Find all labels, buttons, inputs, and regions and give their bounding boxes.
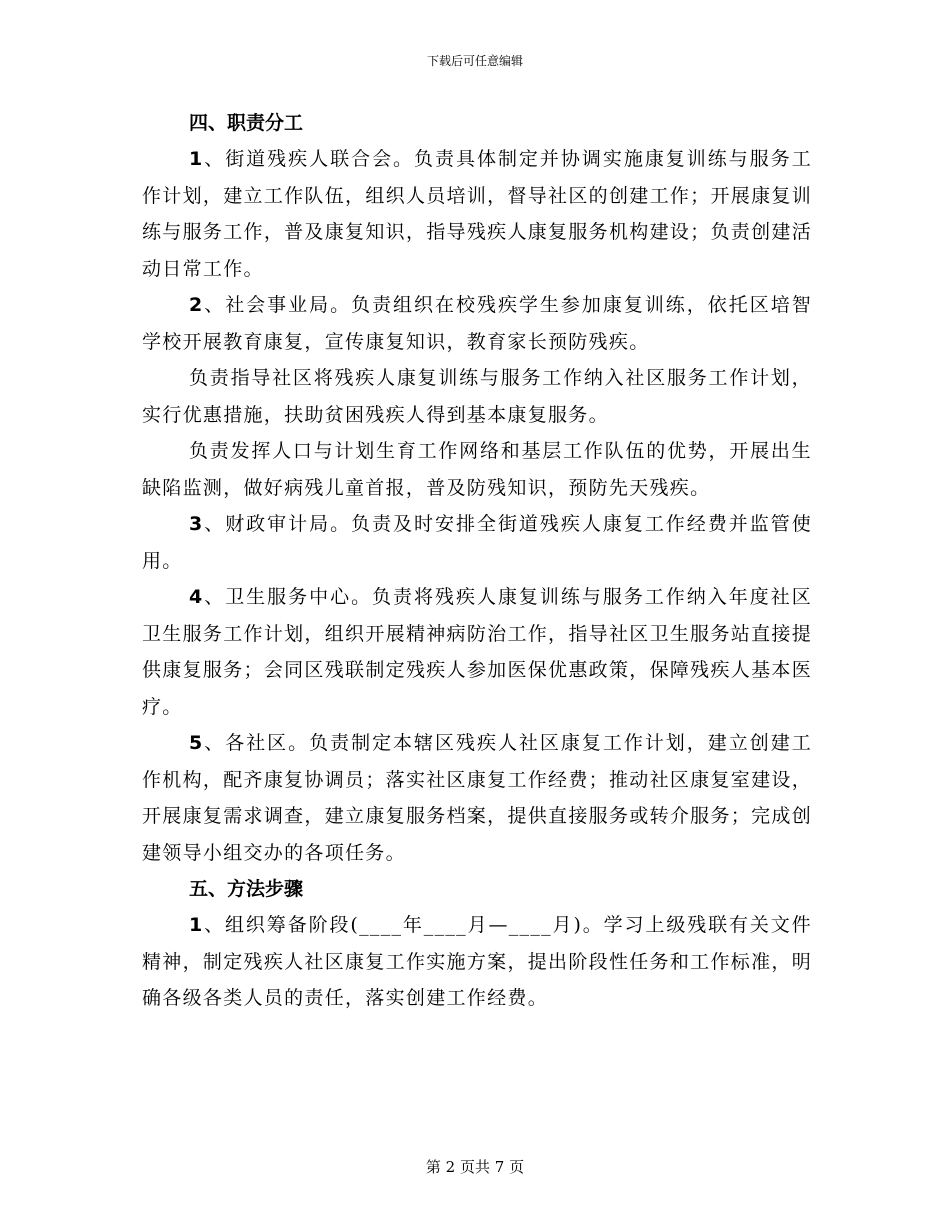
paragraph: [142, 506, 812, 579]
section-heading-duties: 四、职责分工: [189, 112, 304, 134]
paragraph-number: 5: [189, 732, 204, 754]
paragraph-number: 1: [189, 148, 204, 170]
paragraph-number: 1: [189, 914, 204, 936]
paragraph-number: 3: [189, 513, 204, 535]
paragraph: [142, 907, 812, 1017]
paragraph-number: 4: [189, 586, 204, 608]
section-heading-steps: 五、方法步骤: [189, 878, 304, 900]
paragraph-text: 、组织筹备阶段(____年____月—____月)。学习上级残联有关文件精神，制定残疾人社区康复工作实施方案，提出阶段性任务和工作标准，明确各级各类人员的责任，落实创建工作经费。: [142, 914, 812, 1009]
paragraph-text: 、财政审计局。负责及时安排全街道残疾人康复工作经费并监管使用。: [142, 513, 812, 572]
paragraph: [142, 433, 812, 506]
paragraph: [142, 141, 812, 287]
paragraph-text: 负责指导社区将残疾人康复训练与服务工作纳入社区服务工作计划，实行优惠措施，扶助贫困残疾人得到基本康复服务。: [142, 367, 812, 426]
document-body: [142, 105, 812, 1017]
paragraph-text: 负责发挥人口与计划生育工作网络和基层工作队伍的优势，开展出生缺陷监测，做好病残儿童首报，普及防残知识，预防先天残疾。: [142, 440, 812, 499]
paragraph: [142, 287, 812, 360]
paragraph-text: 、各社区。负责制定本辖区残疾人社区康复工作计划，建立创建工作机构，配齐康复协调员；落实社区康复工作经费；推动社区康复室建设，开展康复需求调查，建立康复服务档案，提供直接服务或转介服务；完成创建领导小组交办的各项任务。: [142, 732, 812, 864]
paragraph-number: 2: [189, 294, 204, 316]
paragraph: [142, 725, 812, 871]
paragraph-text: 、卫生服务中心。负责将残疾人康复训练与服务工作纳入年度社区卫生服务工作计划，组织开展精神病防治工作，指导社区卫生服务站直接提供康复服务；会同区残联制定残疾人参加医保优惠政策，保障残疾人基本医疗。: [142, 586, 812, 718]
page-header: 下载后可任意编辑: [426, 54, 523, 68]
paragraph-text: 、街道残疾人联合会。负责具体制定并协调实施康复训练与服务工作计划，建立工作队伍，组织人员培训，督导社区的创建工作；开展康复训练与服务工作，普及康复知识，指导残疾人康复服务机构建设；负责创建活动日常工作。: [142, 148, 812, 280]
page-footer: 第 2 页共 7 页: [425, 1158, 525, 1176]
paragraph: [142, 360, 812, 433]
paragraph: [142, 579, 812, 725]
paragraph-text: 、社会事业局。负责组织在校残疾学生参加康复训练，依托区培智学校开展教育康复，宣传康复知识，教育家长预防残疾。: [142, 294, 812, 353]
